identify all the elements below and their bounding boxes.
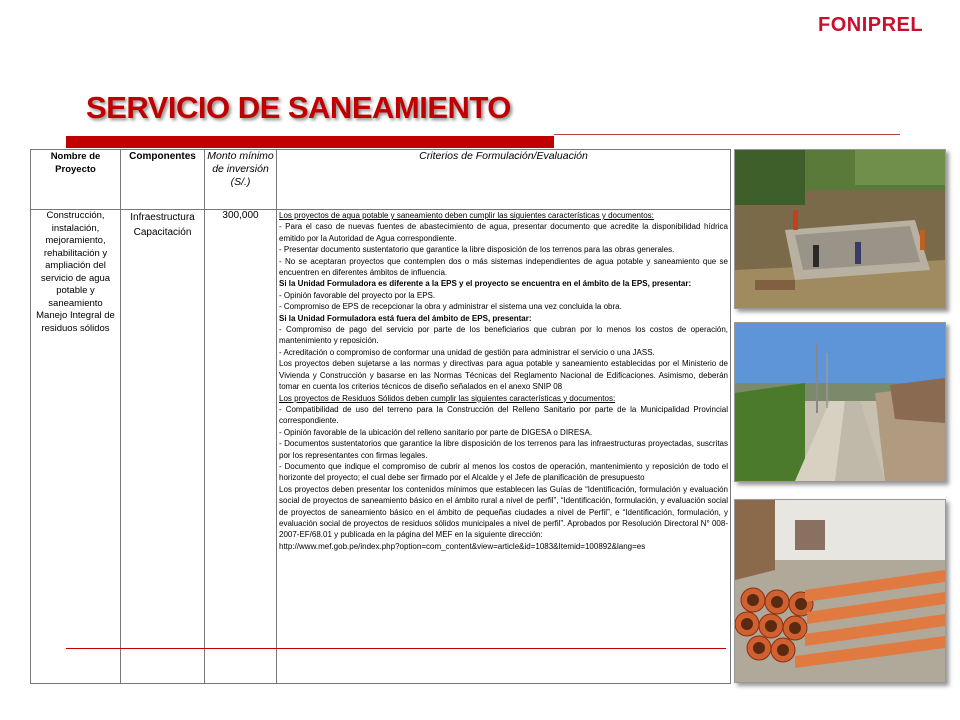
criteria-item: - Documentos sustentatorios que garantice la libre disposición de los terrenos para las infraestructuras proyectadas, suscritas por los representantes con firmas legales. — [279, 439, 728, 460]
header-amount: Monto mínimo de inversión (S/.) — [205, 150, 277, 210]
criteria-item: - Opinión favorable del proyecto por la EPS. — [279, 290, 436, 300]
bottom-rule — [66, 648, 726, 649]
criteria-item: - Documento que indique el compromiso de cubrir al menos los costos de operación, mantenimiento y reposición de todo el horizonte del proyecto; el cual debe ser firmado por el Alcalde y el Jefe de planificación de presupuesto — [279, 461, 728, 483]
cell-project-name: Construcción, instalación, mejoramiento, rehabilitación y ampliación del servicio de agua potable y saneamiento Manejo Integral de residuos sólidos — [31, 210, 121, 684]
orange-pipes-photo — [734, 499, 946, 683]
water-tank-construction-photo — [734, 149, 946, 309]
criteria-heading-water: Los proyectos de agua potable y saneamiento deben cumplir las siguientes características y documentos: — [279, 211, 654, 220]
criteria-item: - Compromiso de EPS de recepcionar la obra y administrar el sistema una vez concluida la obra. — [279, 302, 622, 312]
criteria-table — [30, 149, 731, 684]
criteria-item: - Compatibilidad de uso del terreno para la Construcción del Relleno Sanitario por parte de la Municipalidad Provincial correspondiente. — [279, 404, 728, 426]
component-training: Capacitación — [133, 227, 192, 238]
title-rule — [554, 134, 900, 135]
criteria-link: http://www.mef.gob.pe/index.php?option=com_content&view=article&id=1083&Itemid=100892&lang=es — [279, 541, 646, 551]
criteria-item: - Presentar documento sustentatorio que garantice la libre disposición de los terrenos para las obras generales. — [279, 245, 675, 255]
title-underline-bar — [66, 136, 554, 148]
criteria-subheading-eps-inside: Si la Unidad Formuladora es diferente a la EPS y el proyecto se encuentra en el ámbito de la EPS, presentar: — [279, 279, 692, 289]
criteria-item: - Compromiso de pago del servicio por parte de los beneficiarios que cubran por lo menos los costos de operación, mantenimiento y reposición. — [279, 325, 728, 346]
criteria-item: - Para el caso de nuevas fuentes de abastecimiento de agua, presentar documento que acredite la disponibilidad hídrica emitido por la Autoridad de Agua correspondiente. — [279, 222, 728, 243]
component-infrastructure: Infraestructura — [130, 212, 195, 223]
header-project: Nombre de Proyecto — [31, 150, 121, 210]
cell-amount: 300,000 — [205, 210, 277, 684]
criteria-item: - No se aceptaran proyectos que contemplen dos o más sistemas independientes de agua potable y saneamiento que se encuentren en diferentes ámbitos de influencia. — [279, 256, 728, 278]
cell-criteria — [277, 210, 731, 684]
header-criteria: Criterios de Formulación/Evaluación — [277, 150, 731, 210]
foniprel-logo: FONIPREL — [818, 14, 924, 36]
header-components: Componentes — [121, 150, 205, 210]
criteria-item: - Acreditación o compromiso de conformar una unidad de gestión para administrar el servicio o una JASS. — [279, 347, 655, 357]
dirt-road-trench-photo — [734, 322, 946, 482]
criteria-paragraph: Los proyectos deben sujetarse a las normas y directivas para agua potable y saneamiento establecidas por el Ministerio de Vivienda y Construcción y basarse en las Normas Técnicas del Reglamento Nacional de Edificaciones. Asimismo, deberán tomar en cuenta los criterios técnicos de diseño señalados en el anexo SNIP 08 — [279, 359, 728, 392]
criteria-item: - Opinión favorable de la ubicación del relleno sanitario por parte de DIGESA o DIRESA. — [279, 427, 593, 437]
criteria-paragraph: Los proyectos deben presentar los contenidos mínimos que establecen las Guías de “Identificación, formulación y evaluación social de proyectos de saneamiento básico en el ámbito rural a nivel de perfil”, “Identificación, formulación, y evaluación social de proyectos de saneamiento básico en el ámbito de pequeñas ciudades a nivel de Perfil”, e “Identificación, formulación, y evaluación social de proyectos de residuos sólidos municipales a nivel de perfil”. Aprobados por Resolución Directoral N° 008-2007-EF/68.01 y publicada en la página del MEF en la siguiente dirección: — [279, 484, 728, 540]
criteria-subheading-eps-outside: Si la Unidad Formuladora está fuera del ámbito de EPS, presentar: — [279, 313, 532, 323]
cell-components — [121, 210, 205, 684]
slide-title: SERVICIO DE SANEAMIENTO — [86, 90, 511, 125]
criteria-heading-solid-waste: Los proyectos de Residuos Sólidos deben cumplir las siguientes características y documentos: — [279, 393, 616, 403]
